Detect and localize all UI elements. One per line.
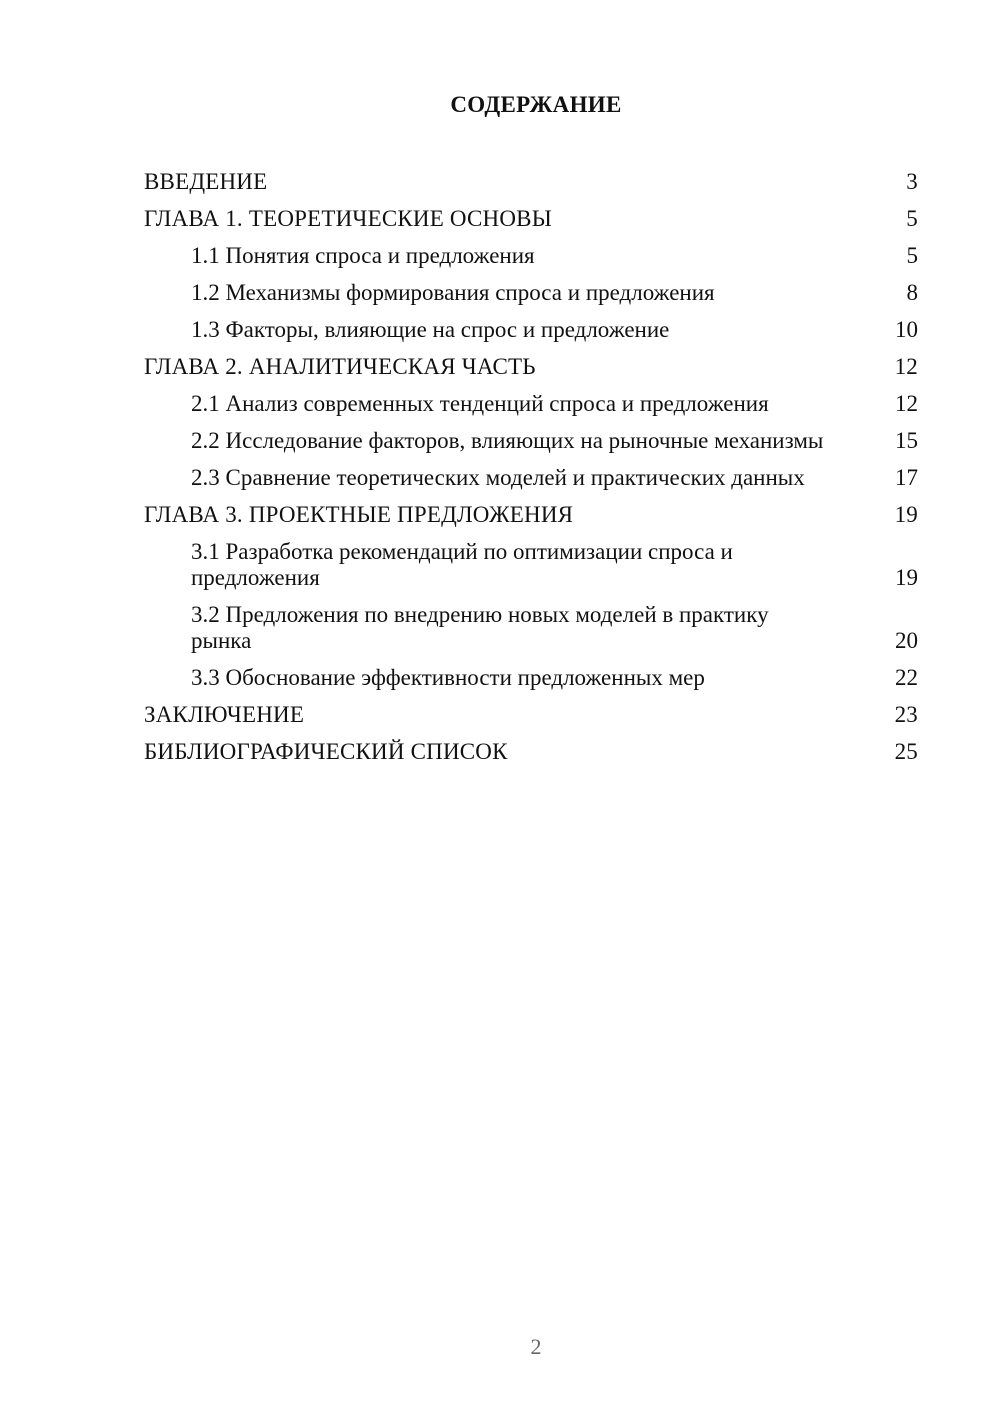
toc-entry-section-1-1[interactable] <box>144 243 918 269</box>
toc-entry-section-3-2[interactable] <box>144 602 918 654</box>
page-number: 2 <box>530 1334 542 1359</box>
toc-entry-label: 1.2 Механизмы формирования спроса и предложения <box>191 280 715 305</box>
toc-entry-page: 20 <box>895 628 918 653</box>
toc-title: СОДЕРЖАНИЕ <box>450 92 622 117</box>
toc-entry-label: 2.3 Сравнение теоретических моделей и практических данных <box>191 465 805 490</box>
toc-entry-label: ГЛАВА 2. АНАЛИТИЧЕСКАЯ ЧАСТЬ <box>144 354 536 379</box>
toc-entry-label: 2.2 Исследование факторов, влияющих на рыночные механизмы <box>191 428 824 453</box>
toc-entry-page: 25 <box>894 739 918 764</box>
toc-entry-page: 8 <box>906 280 918 305</box>
toc-entry-page: 5 <box>906 243 918 268</box>
toc-entry-bibliography[interactable] <box>144 739 918 765</box>
toc-entry-chapter-2[interactable] <box>144 354 918 380</box>
toc-entry-page: 5 <box>906 206 918 231</box>
toc-entry-chapter-1[interactable] <box>144 206 918 232</box>
toc-entry-section-2-2[interactable] <box>144 428 918 454</box>
toc-entry-section-1-2[interactable] <box>144 280 918 306</box>
toc-entry-page: 3 <box>906 169 918 194</box>
toc-entry-page: 19 <box>895 565 918 590</box>
toc-entry-section-3-3[interactable] <box>144 665 918 691</box>
toc-entry-page: 15 <box>895 428 918 453</box>
toc-entry-label: 2.1 Анализ современных тенденций спроса и предложения <box>191 391 769 416</box>
toc-entry-conclusion[interactable] <box>144 702 918 728</box>
toc-entry-chapter-3[interactable] <box>144 502 918 528</box>
toc-entry-section-2-1[interactable] <box>144 391 918 417</box>
toc-entry-label: ГЛАВА 1. ТЕОРЕТИЧЕСКИЕ ОСНОВЫ <box>144 206 552 231</box>
toc-entry-label: ГЛАВА 3. ПРОЕКТНЫЕ ПРЕДЛОЖЕНИЯ <box>144 502 574 527</box>
toc-entry-introduction[interactable] <box>144 169 918 195</box>
toc-entry-section-3-1[interactable] <box>144 539 918 591</box>
toc-entry-label: 3.1 Разработка рекомендаций по оптимизации спроса и предложения <box>191 539 733 590</box>
toc-entry-page: 10 <box>895 317 918 342</box>
toc-entry-label: 3.3 Обоснование эффективности предложенных мер <box>191 665 705 690</box>
toc-entry-label: 3.2 Предложения по внедрению новых моделей в практику рынка <box>191 602 769 653</box>
toc-entry-page: 12 <box>894 354 918 379</box>
toc-entry-label: БИБЛИОГРАФИЧЕСКИЙ СПИСОК <box>144 739 508 764</box>
toc-entry-label: ВВЕДЕНИЕ <box>144 169 268 194</box>
toc-entry-section-2-3[interactable] <box>144 465 918 491</box>
toc-entry-section-1-3[interactable] <box>144 317 918 343</box>
toc-entry-label: ЗАКЛЮЧЕНИЕ <box>144 702 305 727</box>
table-of-contents <box>144 169 918 776</box>
toc-entry-page: 22 <box>895 665 918 690</box>
toc-entry-page: 19 <box>894 502 918 527</box>
toc-entry-label: 1.3 Факторы, влияющие на спрос и предложение <box>191 317 670 342</box>
toc-entry-page: 17 <box>895 465 918 490</box>
toc-entry-page: 12 <box>895 391 918 416</box>
toc-entry-page: 23 <box>894 702 918 727</box>
toc-entry-label: 1.1 Понятия спроса и предложения <box>191 243 535 268</box>
